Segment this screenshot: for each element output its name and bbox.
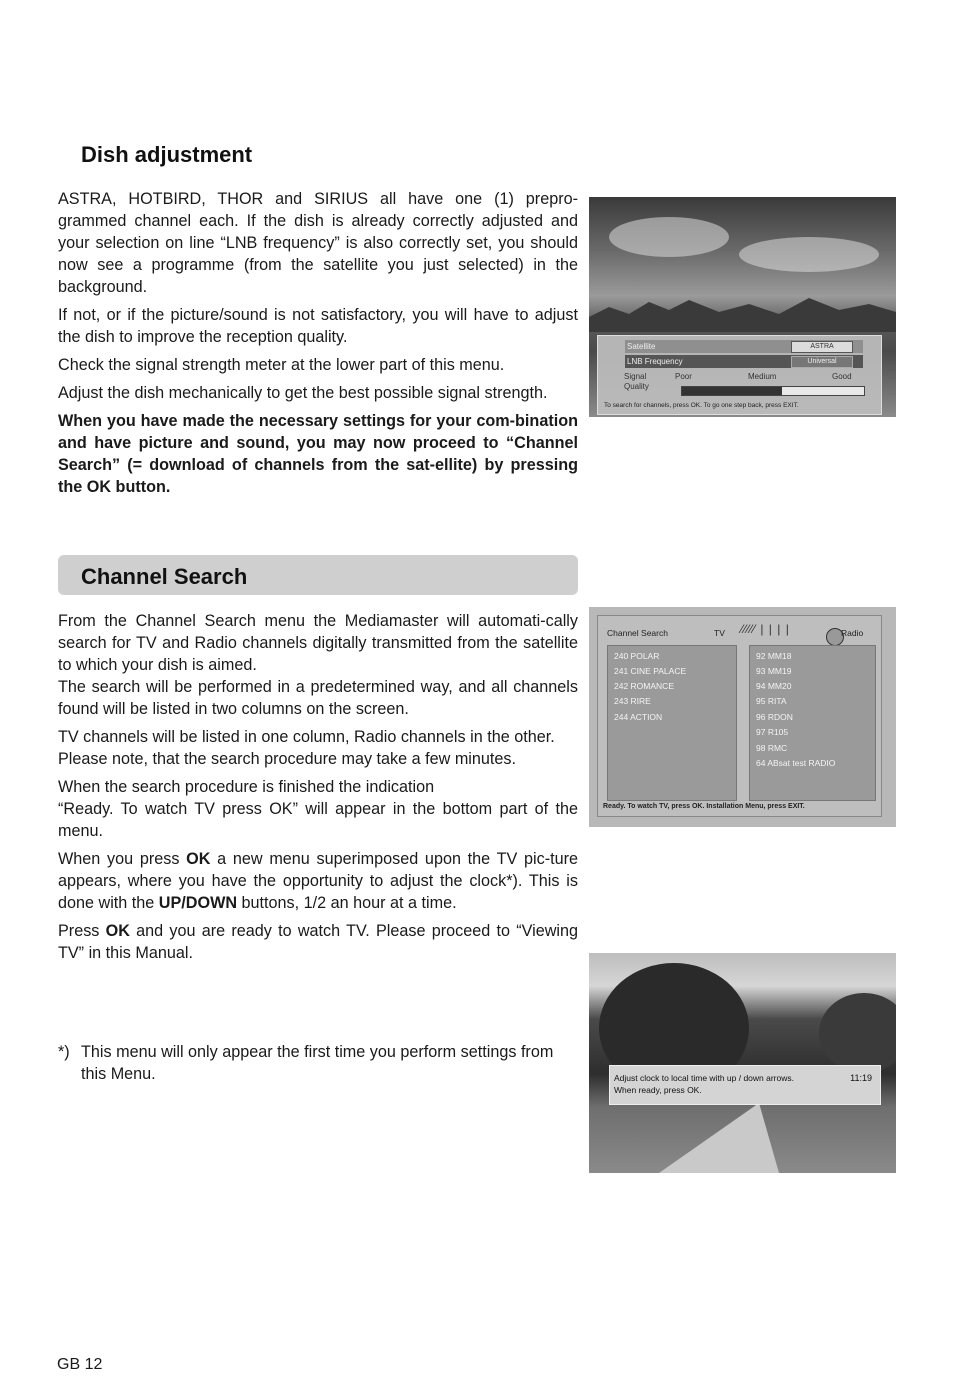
dish-paragraph-4: Adjust the dish mechanically to get the best possible signal strength. — [58, 384, 548, 402]
search-paragraph-2: The search will be performed in a predetermined way, and all channels found will be listed in two columns on the screen. — [58, 678, 578, 718]
ok-key-2: OK — [105, 922, 130, 940]
p7-pre: Press — [58, 922, 106, 940]
dish-bold-paragraph: When you have made the necessary settings for your com-bination and have picture and sound, you may now proceed to “Channel Search” (= download of channels from the sat-ellite) by pressing the OK button. — [58, 412, 578, 496]
quality-label: Quality — [624, 382, 649, 391]
p6-post: buttons, 1/2 an hour at a time. — [237, 894, 457, 912]
good-label: Good — [832, 372, 852, 381]
dish-paragraph-1: ASTRA, HOTBIRD, THOR and SIRIUS all have one (1) prepro-grammed channel each. If the dish is already correctly adjusted and your selection on line “LNB frequency” is also correctly set, you should now see a programme (from the satellite you just selected) in the background. — [58, 190, 578, 296]
dish-paragraph-3: Check the signal strength meter at the lower part of this menu. — [58, 356, 505, 374]
clock-adjust-screenshot — [589, 953, 896, 1173]
p6-pre: When you press — [58, 850, 187, 868]
clock-value[interactable]: 11:19 — [850, 1073, 872, 1083]
search-paragraph-4: Please note, that the search procedure may take a few minutes. — [58, 750, 517, 768]
radio-channel-item[interactable]: 96 RDON — [756, 712, 793, 722]
lnb-frequency-value: Universal — [791, 356, 853, 368]
search-paragraph-7 — [58, 920, 578, 964]
p7-post: and you are ready to watch TV. Please proceed to “Viewing TV” in this Manual. — [58, 922, 578, 962]
channel-search-title: Channel Search — [607, 628, 668, 638]
search-paragraph-5b: “Ready. To watch TV press OK” will appear in the bottom part of the menu. — [58, 800, 578, 840]
radio-channel-item[interactable]: 93 MM19 — [756, 666, 792, 676]
channel-search-heading: Channel Search — [81, 564, 248, 589]
dish-adjustment-screenshot — [589, 197, 896, 417]
tv-channel-item[interactable]: 243 RIRE — [614, 696, 651, 706]
satellite-label: Satellite — [627, 342, 656, 351]
radio-column-label: Radio — [841, 628, 864, 638]
tv-channel-item[interactable]: 241 CINE PALACE — [614, 666, 687, 676]
footnote-text: This menu will only appear the first time you perform settings from this Menu. — [81, 1043, 554, 1083]
search-paragraph-6 — [58, 848, 578, 914]
signal-label: Signal — [624, 372, 647, 381]
search-paragraph-5a: When the search procedure is finished the indication — [58, 778, 435, 796]
dish-osd-panel — [597, 335, 882, 415]
tv-channel-item[interactable]: 244 ACTION — [614, 712, 663, 722]
road-shape — [659, 1103, 779, 1173]
tree-shape — [819, 993, 896, 1073]
radio-channel-item[interactable]: 95 RITA — [756, 696, 787, 706]
channel-search-body — [58, 610, 578, 970]
dish-paragraph-2: If not, or if the picture/sound is not satisfactory, you will have to adjust the dish to improve the reception quality. — [58, 306, 578, 346]
lnb-frequency-label: LNB Frequency — [627, 357, 683, 366]
signal-meter-fill — [682, 387, 782, 395]
tv-channel-item[interactable]: 242 ROMANCE — [614, 681, 674, 691]
channel-search-screenshot — [589, 607, 896, 827]
search-paragraph-1: From the Channel Search menu the Mediamaster will automati-cally search for TV and Radio channels digitally transmitted from the satellite to which your dish is aimed. — [58, 612, 578, 674]
p6-mid: a new menu superimposed upon the TV pic-ture appears, where you have the opportunity to adjust the clock*). This is done with the — [58, 850, 578, 912]
lnb-frequency-row[interactable] — [625, 355, 863, 368]
dish-adjustment-heading: Dish adjustment — [81, 142, 253, 167]
mountain-silhouette — [589, 292, 896, 332]
radio-channel-list[interactable] — [749, 645, 876, 801]
dish-adjustment-body — [58, 188, 578, 504]
radio-channel-item[interactable]: 64 ABsat test RADIO — [756, 758, 836, 768]
clock-instruction-2: When ready, press OK. — [614, 1085, 702, 1095]
satellite-row[interactable] — [625, 340, 863, 353]
signal-bars-icon: ⁄⁄⁄⁄⁄ | | | | — [741, 622, 790, 636]
channel-search-window — [597, 615, 882, 817]
radio-channel-item[interactable]: 94 MM20 — [756, 681, 792, 691]
page-number: GB 12 — [57, 1356, 103, 1373]
radio-channel-item[interactable]: 98 RMC — [756, 743, 788, 753]
tv-channel-item[interactable]: 240 POLAR — [614, 651, 660, 661]
medium-label: Medium — [748, 372, 777, 381]
ok-key-1: OK — [186, 850, 211, 868]
tv-column-label: TV — [714, 628, 725, 638]
dish-osd-hint: To search for channels, press OK. To go one step back, press EXIT. — [604, 402, 799, 409]
radio-channel-item[interactable]: 92 MM18 — [756, 651, 792, 661]
satellite-value: ASTRA — [791, 341, 853, 353]
poor-label: Poor — [675, 372, 692, 381]
clock-osd-panel — [609, 1065, 881, 1105]
footnote-mark: *) — [58, 1043, 70, 1061]
tv-channel-list[interactable] — [607, 645, 737, 801]
search-paragraph-3: TV channels will be listed in one column, Radio channels in the other. — [58, 728, 555, 746]
signal-meter — [681, 386, 865, 396]
updown-key: UP/DOWN — [158, 894, 238, 912]
radio-channel-item[interactable]: 97 R105 — [756, 727, 789, 737]
channel-search-status: Ready. To watch TV, press OK. Installation Menu, press EXIT. — [603, 803, 805, 810]
footnote — [58, 1041, 578, 1085]
clock-instruction-1: Adjust clock to local time with up / down arrows. — [614, 1073, 794, 1083]
